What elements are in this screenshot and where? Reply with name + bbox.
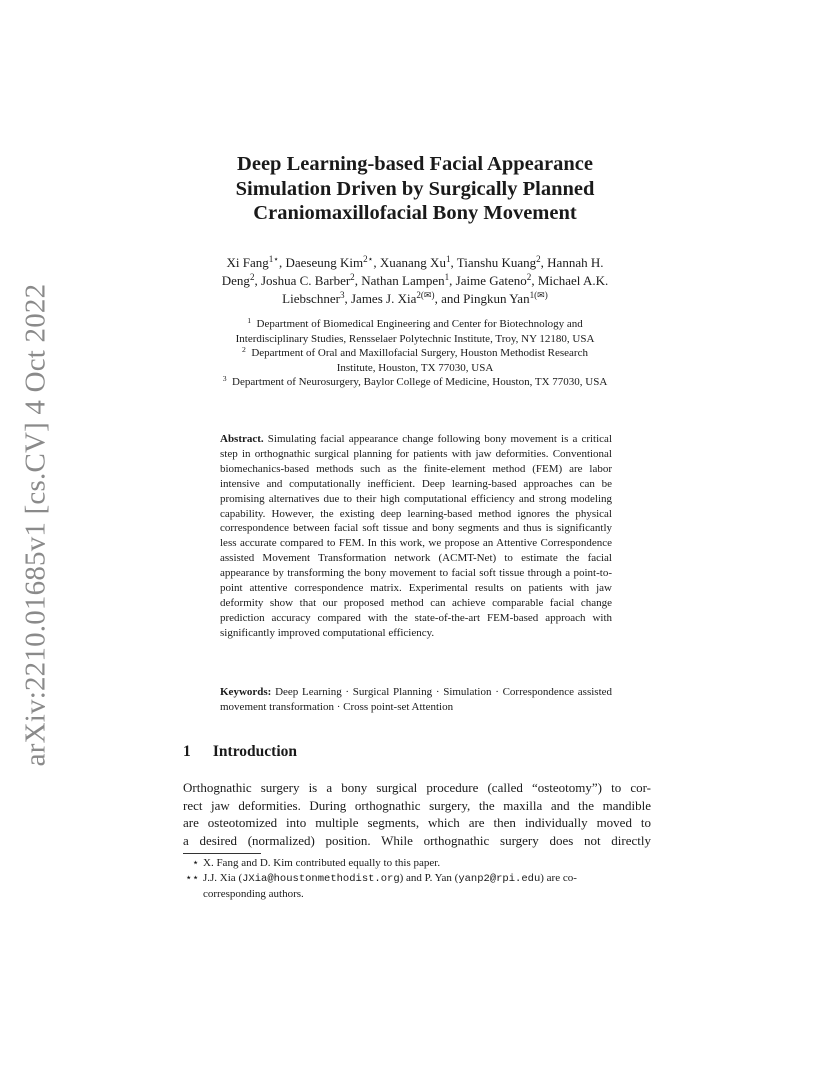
affiliation-text: Department of Biomedical Engineering and Center for Biotechnology and (256, 318, 583, 330)
affiliation-text: Institute, Houston, TX 77030, USA (336, 361, 494, 374)
author-name: , Michael A.K. (531, 273, 609, 288)
keywords-text: Deep Learning · Surgical Planning · Simulation · Correspondence assisted movement transformation · Cross point-set Attention (220, 686, 613, 713)
affiliation-number: 2 (242, 344, 246, 354)
footnote (183, 856, 651, 871)
title-line: Simulation Driven by Surgically Planned (235, 177, 595, 200)
arxiv-identifier: arXiv:2210.01685v1 [cs.CV] 4 Oct 2022 (19, 283, 52, 767)
body-line: are osteotomized into multiple segments, which are then individually moved to (183, 815, 651, 831)
footnote (183, 871, 651, 887)
author-name: , Daeseung Kim (279, 255, 364, 270)
author-affiliation-mark: 2 (536, 254, 541, 264)
body-line: rect jaw deformities. During orthognathic surgery, the maxilla and the mandible (183, 797, 651, 813)
author-affiliation-mark: 1(✉) (529, 290, 548, 300)
title-line: Deep Learning-based Facial Appearance (237, 153, 593, 175)
keywords-label: Keywords: (220, 686, 272, 698)
author-name: , Hannah H. (540, 255, 604, 270)
abstract-text: Simulating facial appearance change following bony movement is a critical step in orthognathic surgical planning for patients with jaw deformities. Conventional biomechanics-based methods such as the finite-element method (FEM) are labor intensive and computationally inefficient. Deep learning-based approaches can be promising alternatives due to their high computational efficiency and strong modeling capability. However, the existing deep learning-based method ignores the physical correspondence between facial soft tissue and bony segments and thus is significantly less accurate compared to FEM. In this work, we propose an Attentive Correspondence assisted Movement Transformation network (ACMT-Net) to estimate the facial appearance by transforming the bony movement to facial soft tissue through a point-to-point attentive correspondence matrix. Experimental results on patients with jaw deformity show that our proposed method can achieve comparable facial change prediction accuracy compared with the state-of-the-art FEM-based approach with significantly improved computational efficiency. (220, 433, 612, 639)
affiliation-text: Department of Oral and Maxillofacial Surgery, Houston Methodist Research (251, 347, 588, 359)
body-text (183, 779, 651, 849)
author-name: Xi Fang (226, 255, 269, 270)
affiliations (176, 317, 654, 390)
author-line (180, 272, 650, 290)
author-name: , Joshua C. Barber (254, 273, 351, 288)
abstract-label: Abstract. (220, 433, 264, 445)
author-affiliation-mark: 2⋆ (363, 254, 374, 264)
footnote-mark: ⋆⋆ (185, 871, 199, 884)
author-name: Liebschner (282, 291, 340, 306)
footnotes (183, 856, 651, 901)
author-name: , Nathan Lampen (354, 273, 445, 288)
author-affiliation-mark: 1 (445, 254, 451, 264)
section-number: 1 (183, 743, 191, 760)
author-affiliation-mark: 1⋆ (268, 254, 279, 264)
author-affiliation-mark: 2 (526, 272, 532, 282)
affiliation-line (176, 332, 654, 347)
author-affiliation-mark: 2 (350, 272, 355, 282)
body-line: a desired (normalized) position. While orthognathic surgery does not directly (183, 832, 651, 848)
author-name: , James J. Xia (344, 291, 417, 306)
footnote-text: ) and P. Yan ( (399, 871, 459, 884)
footnote-text: J.J. Xia ( (203, 871, 243, 884)
footnote-rule (183, 853, 261, 854)
footnote-continuation (183, 887, 651, 902)
affiliation-number: 1 (247, 315, 252, 325)
arxiv-side-stamp (12, 283, 60, 767)
keywords (220, 685, 612, 715)
affiliation-line (176, 361, 654, 376)
affiliation-line (176, 317, 654, 332)
footnote-text: corresponding authors. (203, 887, 304, 900)
author-affiliation-mark: 2 (249, 272, 255, 282)
footnote-mark: ⋆ (192, 857, 199, 869)
author-list (180, 254, 650, 308)
title-line: Craniomaxillofacial Bony Movement (253, 202, 577, 224)
affiliation-text: Department of Neurosurgery, Baylor College of Medicine, Houston, TX 77030, USA (232, 376, 608, 388)
section-heading (183, 743, 297, 761)
author-affiliation-mark: 3 (339, 290, 345, 300)
author-affiliation-mark: 2(✉) (416, 290, 435, 300)
body-line: Orthognathic surgery is a bony surgical procedure (called “osteotomy”) to cor- (183, 780, 651, 795)
email-link[interactable]: JXia@houstonmethodist.org (242, 872, 400, 885)
author-name: , Tianshu Kuang (450, 255, 537, 270)
author-name: Deng (221, 273, 250, 288)
affiliation-text: Interdisciplinary Studies, Rensselaer Polytechnic Institute, Troy, NY 12180, USA (235, 332, 595, 345)
section-title: Introduction (212, 743, 297, 760)
abstract (220, 432, 612, 641)
affiliation-number: 3 (222, 373, 227, 383)
affiliation-line (176, 375, 654, 390)
author-affiliation-mark: 1 (444, 272, 450, 282)
author-name: , and Pingkun Yan (434, 291, 530, 306)
author-name: , Xuanang Xu (373, 255, 446, 270)
author-name: , Jaime Gateno (449, 273, 527, 288)
affiliation-line (176, 346, 654, 361)
paper-title (180, 152, 650, 226)
author-line (180, 254, 650, 272)
email-link[interactable]: yanp2@rpi.edu (458, 872, 541, 885)
author-line (180, 290, 650, 308)
footnote-text: ) are co- (540, 871, 577, 884)
footnote-text: X. Fang and D. Kim contributed equally to this paper. (203, 857, 441, 869)
